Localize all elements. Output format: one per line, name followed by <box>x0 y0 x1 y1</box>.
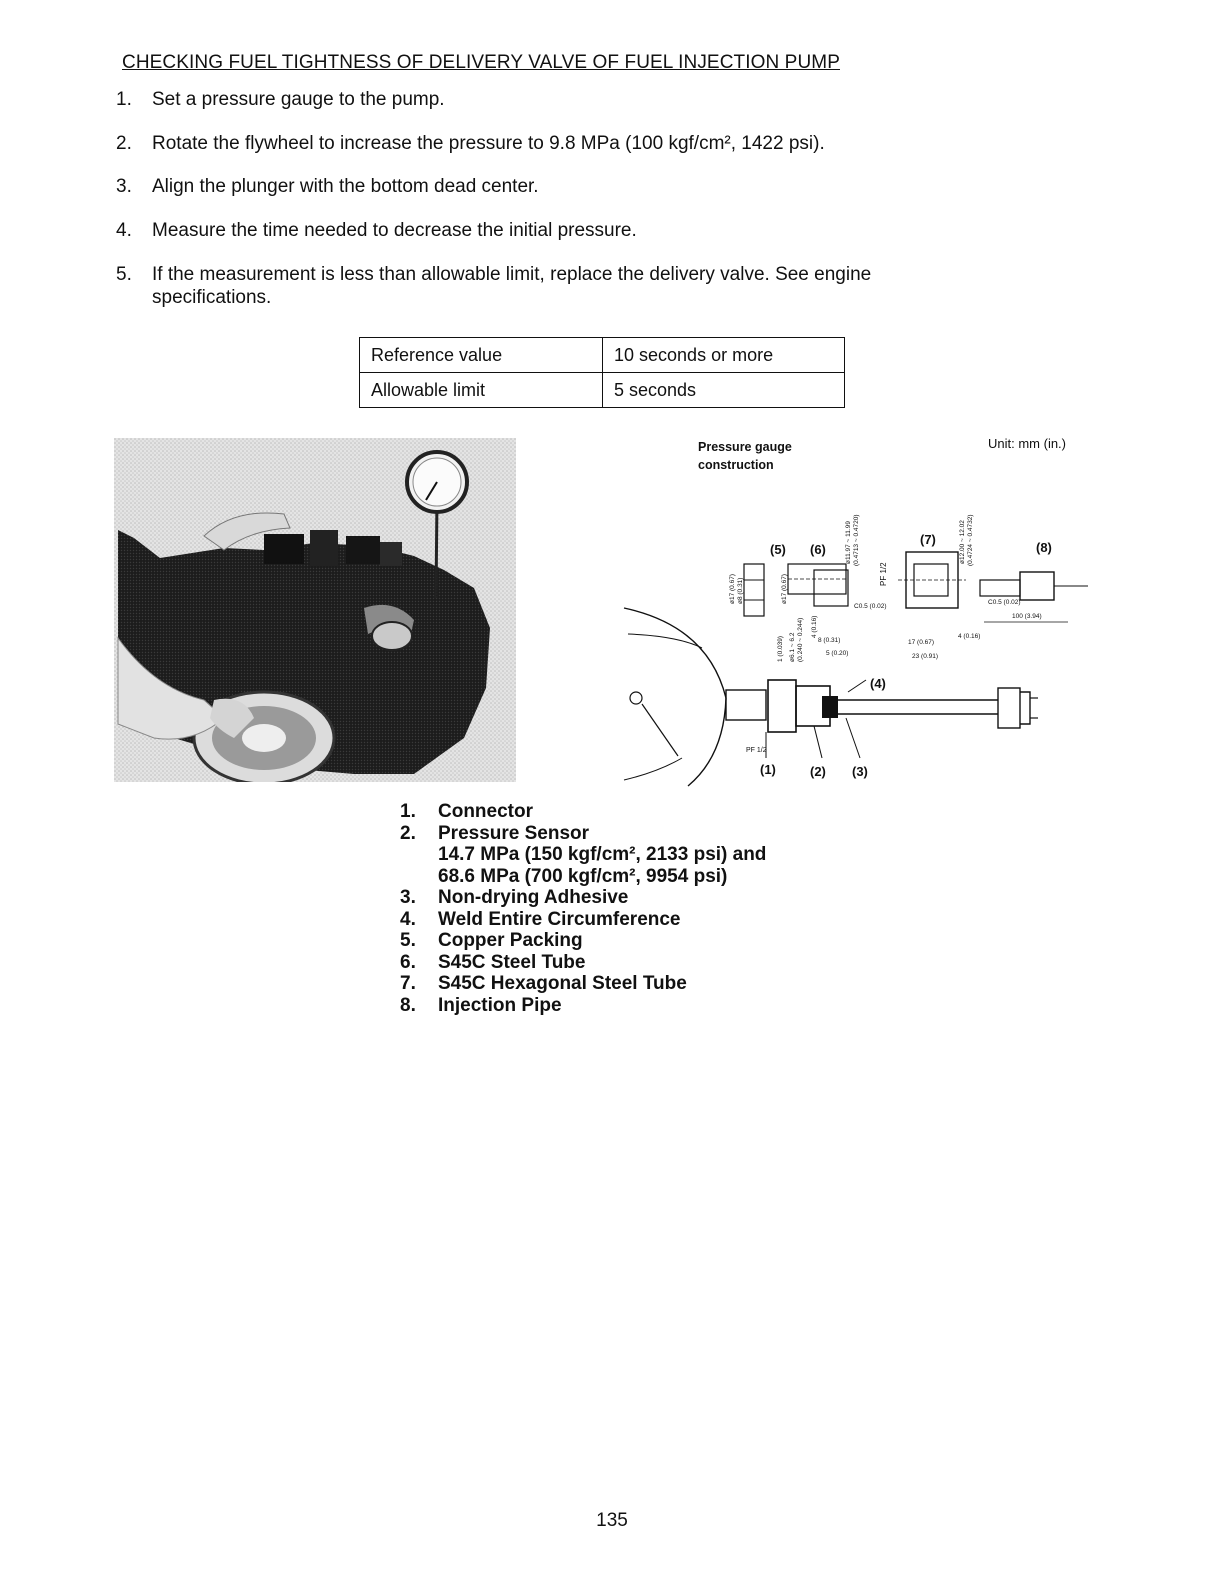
dim-d9: ø6.1 ~ 6.2 <box>789 632 796 662</box>
step-text: If the measurement is less than allowable limit, replace the delivery valve. See engine specifications. <box>152 264 872 308</box>
dim-d16: 4 (0.16) <box>958 633 981 640</box>
legend-text: Weld Entire Circumference <box>438 908 681 930</box>
dim-d2: (0.4713 ~ 0.4720) <box>853 514 860 566</box>
callout-4: (4) <box>870 676 886 691</box>
dim-d8: 1 (0.039) <box>777 635 784 662</box>
legend-text: Connector <box>438 801 533 822</box>
callout-3: (3) <box>852 764 868 779</box>
diagram-title-line1: Pressure gauge <box>698 440 792 454</box>
step-text: Set a pressure gauge to the pump. <box>152 89 445 110</box>
dim-d15: 17 (0.67) <box>908 639 935 646</box>
spec-table <box>359 337 845 408</box>
dim-d10: (0.240 ~ 0.244) <box>797 617 804 662</box>
dim-d7: ø17 (0.67) <box>781 574 788 604</box>
pf-label-bottom: PF 1/2 <box>746 747 767 754</box>
legend-text: 14.7 MPa (150 kgf/cm², 2133 psi) and <box>438 844 767 865</box>
step-number: 2. <box>116 133 132 154</box>
legend-text: S45C Hexagonal Steel Tube <box>438 973 687 994</box>
dim-d3: ø12.00 ~ 12.02 <box>959 520 966 564</box>
engine-photo <box>114 438 516 782</box>
legend-number: 7. <box>400 973 416 994</box>
dim-d19: 100 (3.94) <box>1012 613 1042 620</box>
dim-d18: C0.5 (0.02) <box>988 599 1021 606</box>
legend-text: 68.6 MPa (700 kgf/cm², 9954 psi) <box>438 865 728 887</box>
callout-7: (7) <box>920 532 936 547</box>
legend-text: Injection Pipe <box>438 994 562 1016</box>
callout-2: (2) <box>810 764 826 779</box>
diagram-title-line2: construction <box>698 458 774 472</box>
step-number: 4. <box>116 220 132 241</box>
legend-text: Pressure Sensor <box>438 822 590 844</box>
table-row <box>360 338 845 373</box>
callout-6: (6) <box>810 542 826 557</box>
pressure-gauge-diagram <box>618 436 1098 788</box>
legend-number: 5. <box>400 930 416 951</box>
dim-d4: (0.4724 ~ 0.4732) <box>967 514 974 566</box>
diagram-unit: Unit: mm (in.) <box>988 436 1066 451</box>
callout-1: (1) <box>760 762 776 777</box>
table-cell-value: 5 seconds <box>603 373 845 408</box>
dim-d12: 8 (0.31) <box>818 637 841 644</box>
pf-label-top: PF 1/2 <box>879 562 888 586</box>
legend-number: 4. <box>400 908 416 930</box>
step-number: 3. <box>116 176 132 197</box>
dim-d11: 4 (0.16) <box>811 615 818 638</box>
step-number: 5. <box>116 264 132 285</box>
legend-text: Non-drying Adhesive <box>438 887 629 908</box>
table-cell-value: 10 seconds or more <box>603 338 845 373</box>
legend-number: 8. <box>400 994 416 1016</box>
step-text: Measure the time needed to decrease the initial pressure. <box>152 220 637 241</box>
dim-d17: 23 (0.91) <box>912 653 939 660</box>
page-number: 135 <box>596 1510 628 1531</box>
dim-d14: C0.5 (0.02) <box>854 603 887 610</box>
legend-number: 1. <box>400 801 416 822</box>
legend-text: Copper Packing <box>438 930 583 951</box>
legend-number: 6. <box>400 951 416 973</box>
callout-8: (8) <box>1036 540 1052 555</box>
dim-d13: 5 (0.20) <box>826 650 849 657</box>
step-text: Align the plunger with the bottom dead center. <box>152 176 539 197</box>
legend-number: 2. <box>400 822 416 844</box>
table-row <box>360 373 845 408</box>
page-heading: CHECKING FUEL TIGHTNESS OF DELIVERY VALVE OF FUEL INJECTION PUMP <box>122 52 840 73</box>
step-text: Rotate the flywheel to increase the pressure to 9.8 MPa (100 kgf/cm², 1422 psi). <box>152 133 825 154</box>
table-cell-label: Allowable limit <box>360 373 603 408</box>
table-cell-label: Reference value <box>360 338 603 373</box>
dim-d6: ø8 (0.31) <box>737 577 744 604</box>
legend-number: 3. <box>400 887 416 908</box>
dim-d1: ø11.97 ~ 11.99 <box>845 521 852 564</box>
step-number: 1. <box>116 89 132 110</box>
dim-d5: ø17 (0.67) <box>729 574 736 604</box>
callout-5: (5) <box>770 542 786 557</box>
legend-text: S45C Steel Tube <box>438 951 586 973</box>
